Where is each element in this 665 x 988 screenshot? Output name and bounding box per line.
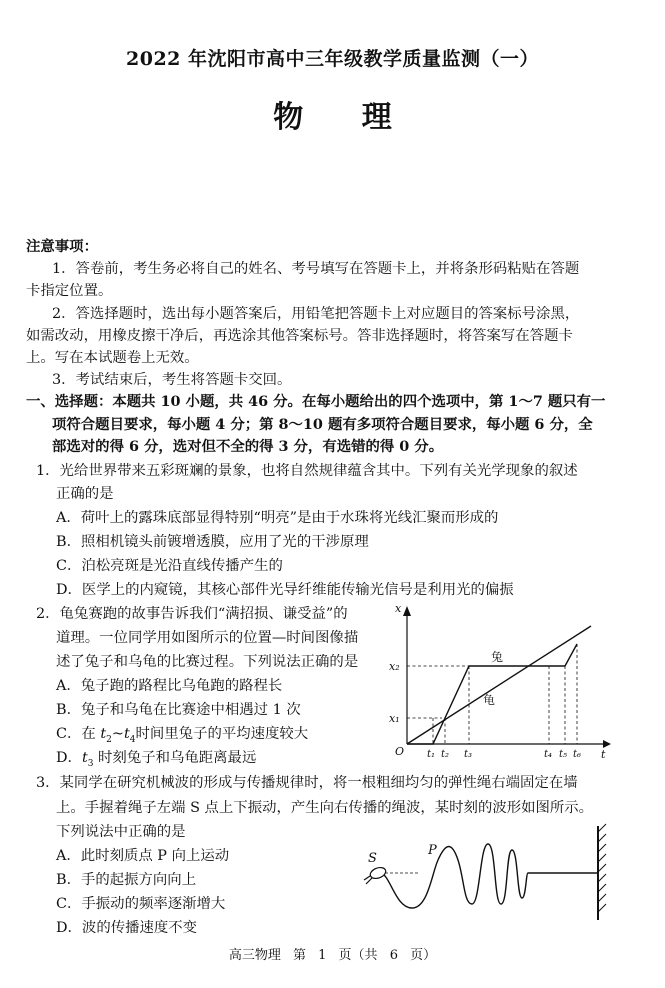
tortoise-line — [407, 626, 591, 744]
q3-stem: 下列说法中正确的是 — [56, 824, 186, 840]
hand-icon — [364, 866, 387, 884]
q3-option-b: B．手的起振方向向上 — [56, 872, 197, 888]
tick-x1: x₁ — [389, 712, 400, 725]
q3-stem-text: 上。手握着绳子左端 S 点上下振动，产生向右传播的绳波，某时刻的波形如图所示。 — [56, 800, 594, 816]
var-t: t — [123, 726, 130, 742]
notice-heading: 注意事项： — [26, 238, 98, 255]
q3-option-a: A．此时刻质点 P 向上运动 — [56, 848, 230, 864]
q2-option-c — [56, 727, 308, 745]
option-text: 时刻兔子和乌龟距离最远 — [93, 750, 257, 766]
q1-stem: 1．光给世界带来五彩斑斓的景象，也将自然规律蕴含其中。下列有关光学现象的叙述 — [36, 463, 578, 479]
var-t: t — [81, 750, 88, 766]
section-heading: 项符合题目要求，每小题 4 分；第 8～10 题有多项符合题目要求，每小题 6 分，全 — [52, 416, 593, 433]
subscript: 3 — [87, 758, 94, 769]
notice-line: 卡指定位置。 — [26, 283, 113, 299]
tick-t4: t₄ — [544, 749, 553, 760]
tick-t2: t₂ — [441, 749, 450, 760]
var-t: t — [100, 726, 107, 742]
q2-stem: 2．龟兔赛跑的故事告诉我们“满招损、谦受益”的 — [36, 606, 348, 622]
point-p-label: P — [428, 843, 437, 858]
wall-hatching — [598, 824, 606, 912]
q3-stem — [56, 801, 593, 815]
subscript: 4 — [129, 734, 136, 745]
option-text: ~ — [111, 726, 124, 742]
tick-t6: t₆ — [573, 749, 582, 760]
q1-option-c: C．泊松亮斑是光沿直线传播产生的 — [56, 558, 283, 574]
q1-stem: 正确的是 — [56, 486, 114, 502]
q1-option-d: D．医学上的内窥镜，其核心部件光导纤维能传输光信号是利用光的偏振 — [56, 582, 514, 598]
rope-wave — [380, 844, 528, 908]
section-heading: 部选对的得 6 分，选对但不全的得 3 分，有选错的得 0 分。 — [52, 438, 444, 455]
tortoise-label: 龟 — [483, 693, 496, 707]
point-s-label: S — [368, 851, 377, 866]
option-text: D． — [56, 750, 82, 766]
notice-line: 2．答选择题时，选出每小题答案后，用铅笔把答题卡上对应题目的答案标号涂黑， — [52, 306, 580, 322]
option-text: 时间里兔子的平均速度较大 — [135, 726, 309, 742]
tick-t3: t₃ — [464, 749, 473, 760]
subscript: 2 — [106, 734, 112, 745]
q2-option-b: B．兔子和乌龟在比赛途中相遇过 1 次 — [56, 702, 301, 718]
notice-line: 如需改动，用橡皮擦干净后，再选涂其他答案标号。答非选择题时，将答案写在答题卡 — [26, 328, 573, 344]
t-axis-arrow — [603, 740, 611, 748]
q1-option-a: A．荷叶上的露珠底部显得特别“明亮”是由于水珠将光线汇聚而形成的 — [56, 510, 499, 526]
x-axis-label: x — [395, 602, 402, 615]
x-axis-arrow — [403, 606, 411, 616]
tick-t1: t₁ — [427, 749, 436, 760]
notice-line: 上。写在本试题卷上无效。 — [26, 350, 199, 366]
subject-title: 物 理 — [273, 100, 416, 135]
q2-option-d — [56, 751, 256, 769]
rabbit-label: 兔 — [491, 650, 504, 664]
tick-x2: x₂ — [389, 660, 400, 673]
q2-position-time-graph — [385, 600, 615, 760]
q2-stem: 述了兔子和乌龟的比赛过程。下列说法正确的是 — [56, 654, 359, 670]
q3-stem: 3．某同学在研究机械波的形成与传播规律时，将一根粗细均匀的弹性绳右端固定在墙 — [36, 775, 578, 791]
exam-title: 2022 年沈阳市高中三年级教学质量监测（一） — [126, 48, 539, 70]
q3-rope-wave-figure — [360, 820, 630, 925]
q1-option-b: B．照相机镜头前镀增透膜，应用了光的干涉原理 — [56, 534, 369, 550]
q3-option-d: D．波的传播速度不变 — [56, 920, 198, 936]
t-axis-label: t — [601, 748, 606, 760]
q2-stem: 道理。一位同学用如图所示的位置—时间图像描 — [56, 630, 359, 646]
q3-option-c: C．手振动的频率逐渐增大 — [56, 896, 226, 912]
tick-t5: t₅ — [559, 749, 568, 760]
notice-line: 1．答卷前，考生务必将自己的姓名、考号填写在答题卡上，并将条形码粘贴在答题 — [52, 261, 580, 277]
origin-label: O — [395, 745, 405, 758]
section-heading: 一、选择题：本题共 10 小题，共 46 分。在每小题给出的四个选项中，第 1～7 题只有一 — [26, 393, 606, 410]
q2-option-a: A．兔子跑的路程比乌龟跑的路程长 — [56, 678, 283, 694]
option-text: C．在 — [56, 726, 101, 742]
notice-line: 3．考试结束后，考生将答题卡交回。 — [52, 372, 292, 388]
page-footer: 高三物理 第 1 页（共 6 页） — [228, 948, 437, 963]
